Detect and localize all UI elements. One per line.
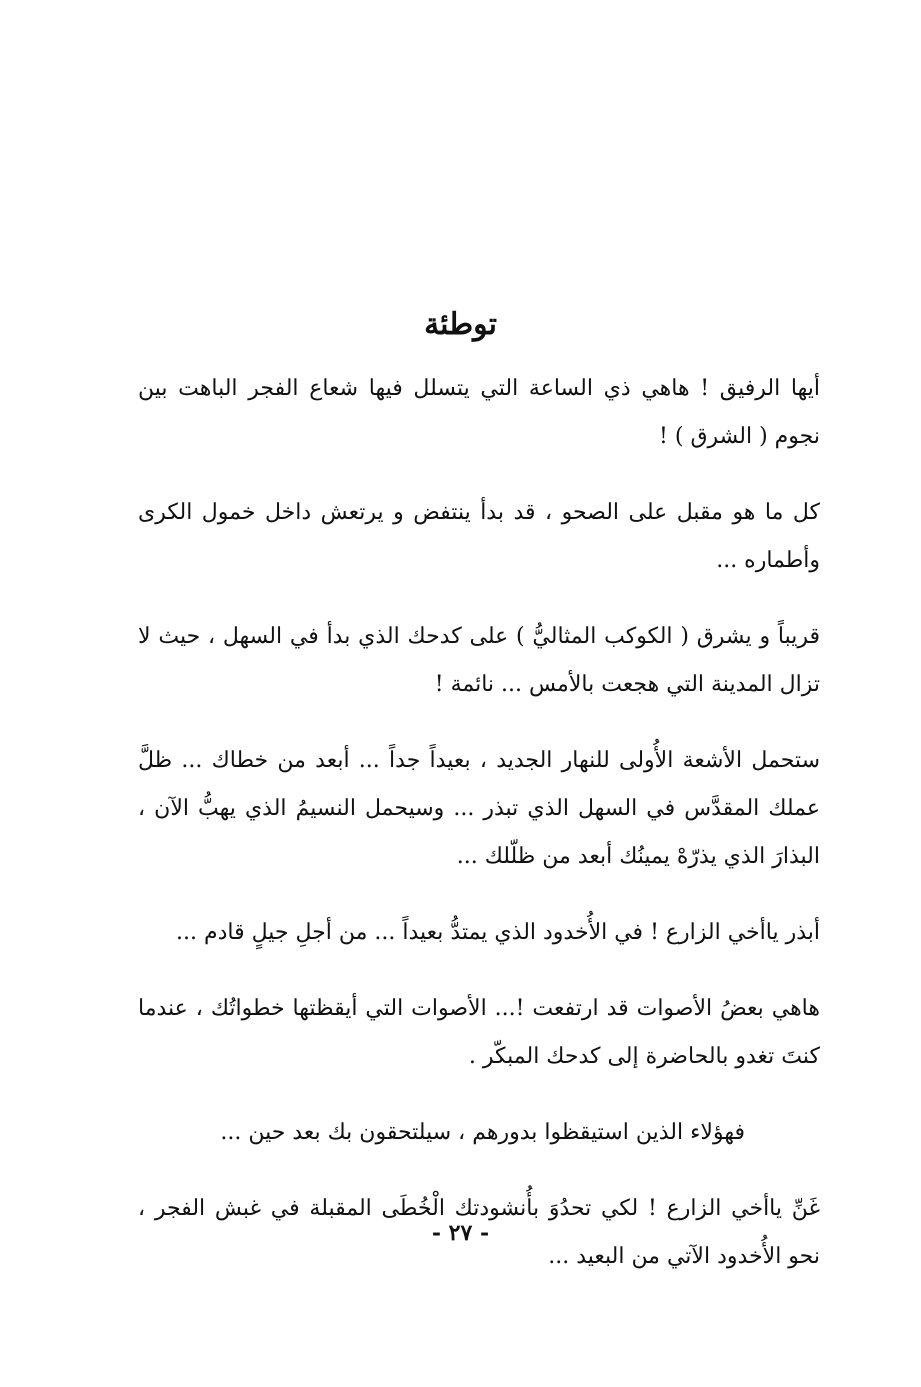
paragraph-7: فهؤلاء الذين استيقظوا بدورهم ، سيلتحقون بك بعد حين ... — [220, 1120, 745, 1145]
paragraph-2: كل ما هو مقبل على الصحو ، قد بدأ ينتفض و يرتعش داخل خمول الكرى وأطماره ... — [138, 500, 820, 573]
paragraph-5: أبذر ياأخي الزارع ! في الأُخدود الذي يمتدُّ بعيداً ... من أجلِ جيلٍ قادم ... — [176, 920, 820, 945]
paragraph-3: قريباً و يشرق ( الكوكب المثاليُّ ) على كدحك الذي بدأ في السهل ، حيث لا تزال المدينة التي هجعت بالأمس ... نائمة ! — [138, 624, 820, 697]
paragraph-6: هاهي بعضُ الأصوات قد ارتفعت !... الأصوات التي أيقظتها خطواتُك ، عندما كنتَ تغدو بالحاضرة إلى كدحك المبكّر . — [138, 996, 820, 1069]
paragraph-4: ستحمل الأشعة الأُولى للنهار الجديد ، بعيداً جداً ... أبعد من خطاك ... ظلَّ عملك المقدَّس في السهل الذي تبذر ... وسيحمل النسيمُ الذي يهبُّ الآن ، البذارَ الذي يذرّهْ يمينُك أبعد من ظلّلك ... — [138, 748, 820, 869]
body-text — [138, 365, 820, 1309]
paragraph-1: أيها الرفيق ! هاهي ذي الساعة التي يتسلل فيها شعاع الفجر الباهت بين نجوم ( الشرق ) ! — [138, 376, 820, 449]
page-number: - ٢٧ - — [431, 1220, 490, 1246]
page-title: توطئة — [424, 307, 497, 342]
paragraph-8: غَنِّ ياأخي الزارع ! لكي تحدُوَ بأُنشودتك الْخُطَى المقبلة في غبش الفجر ، نحو الأُخدود الآتي من البعيد ... — [138, 1196, 820, 1269]
